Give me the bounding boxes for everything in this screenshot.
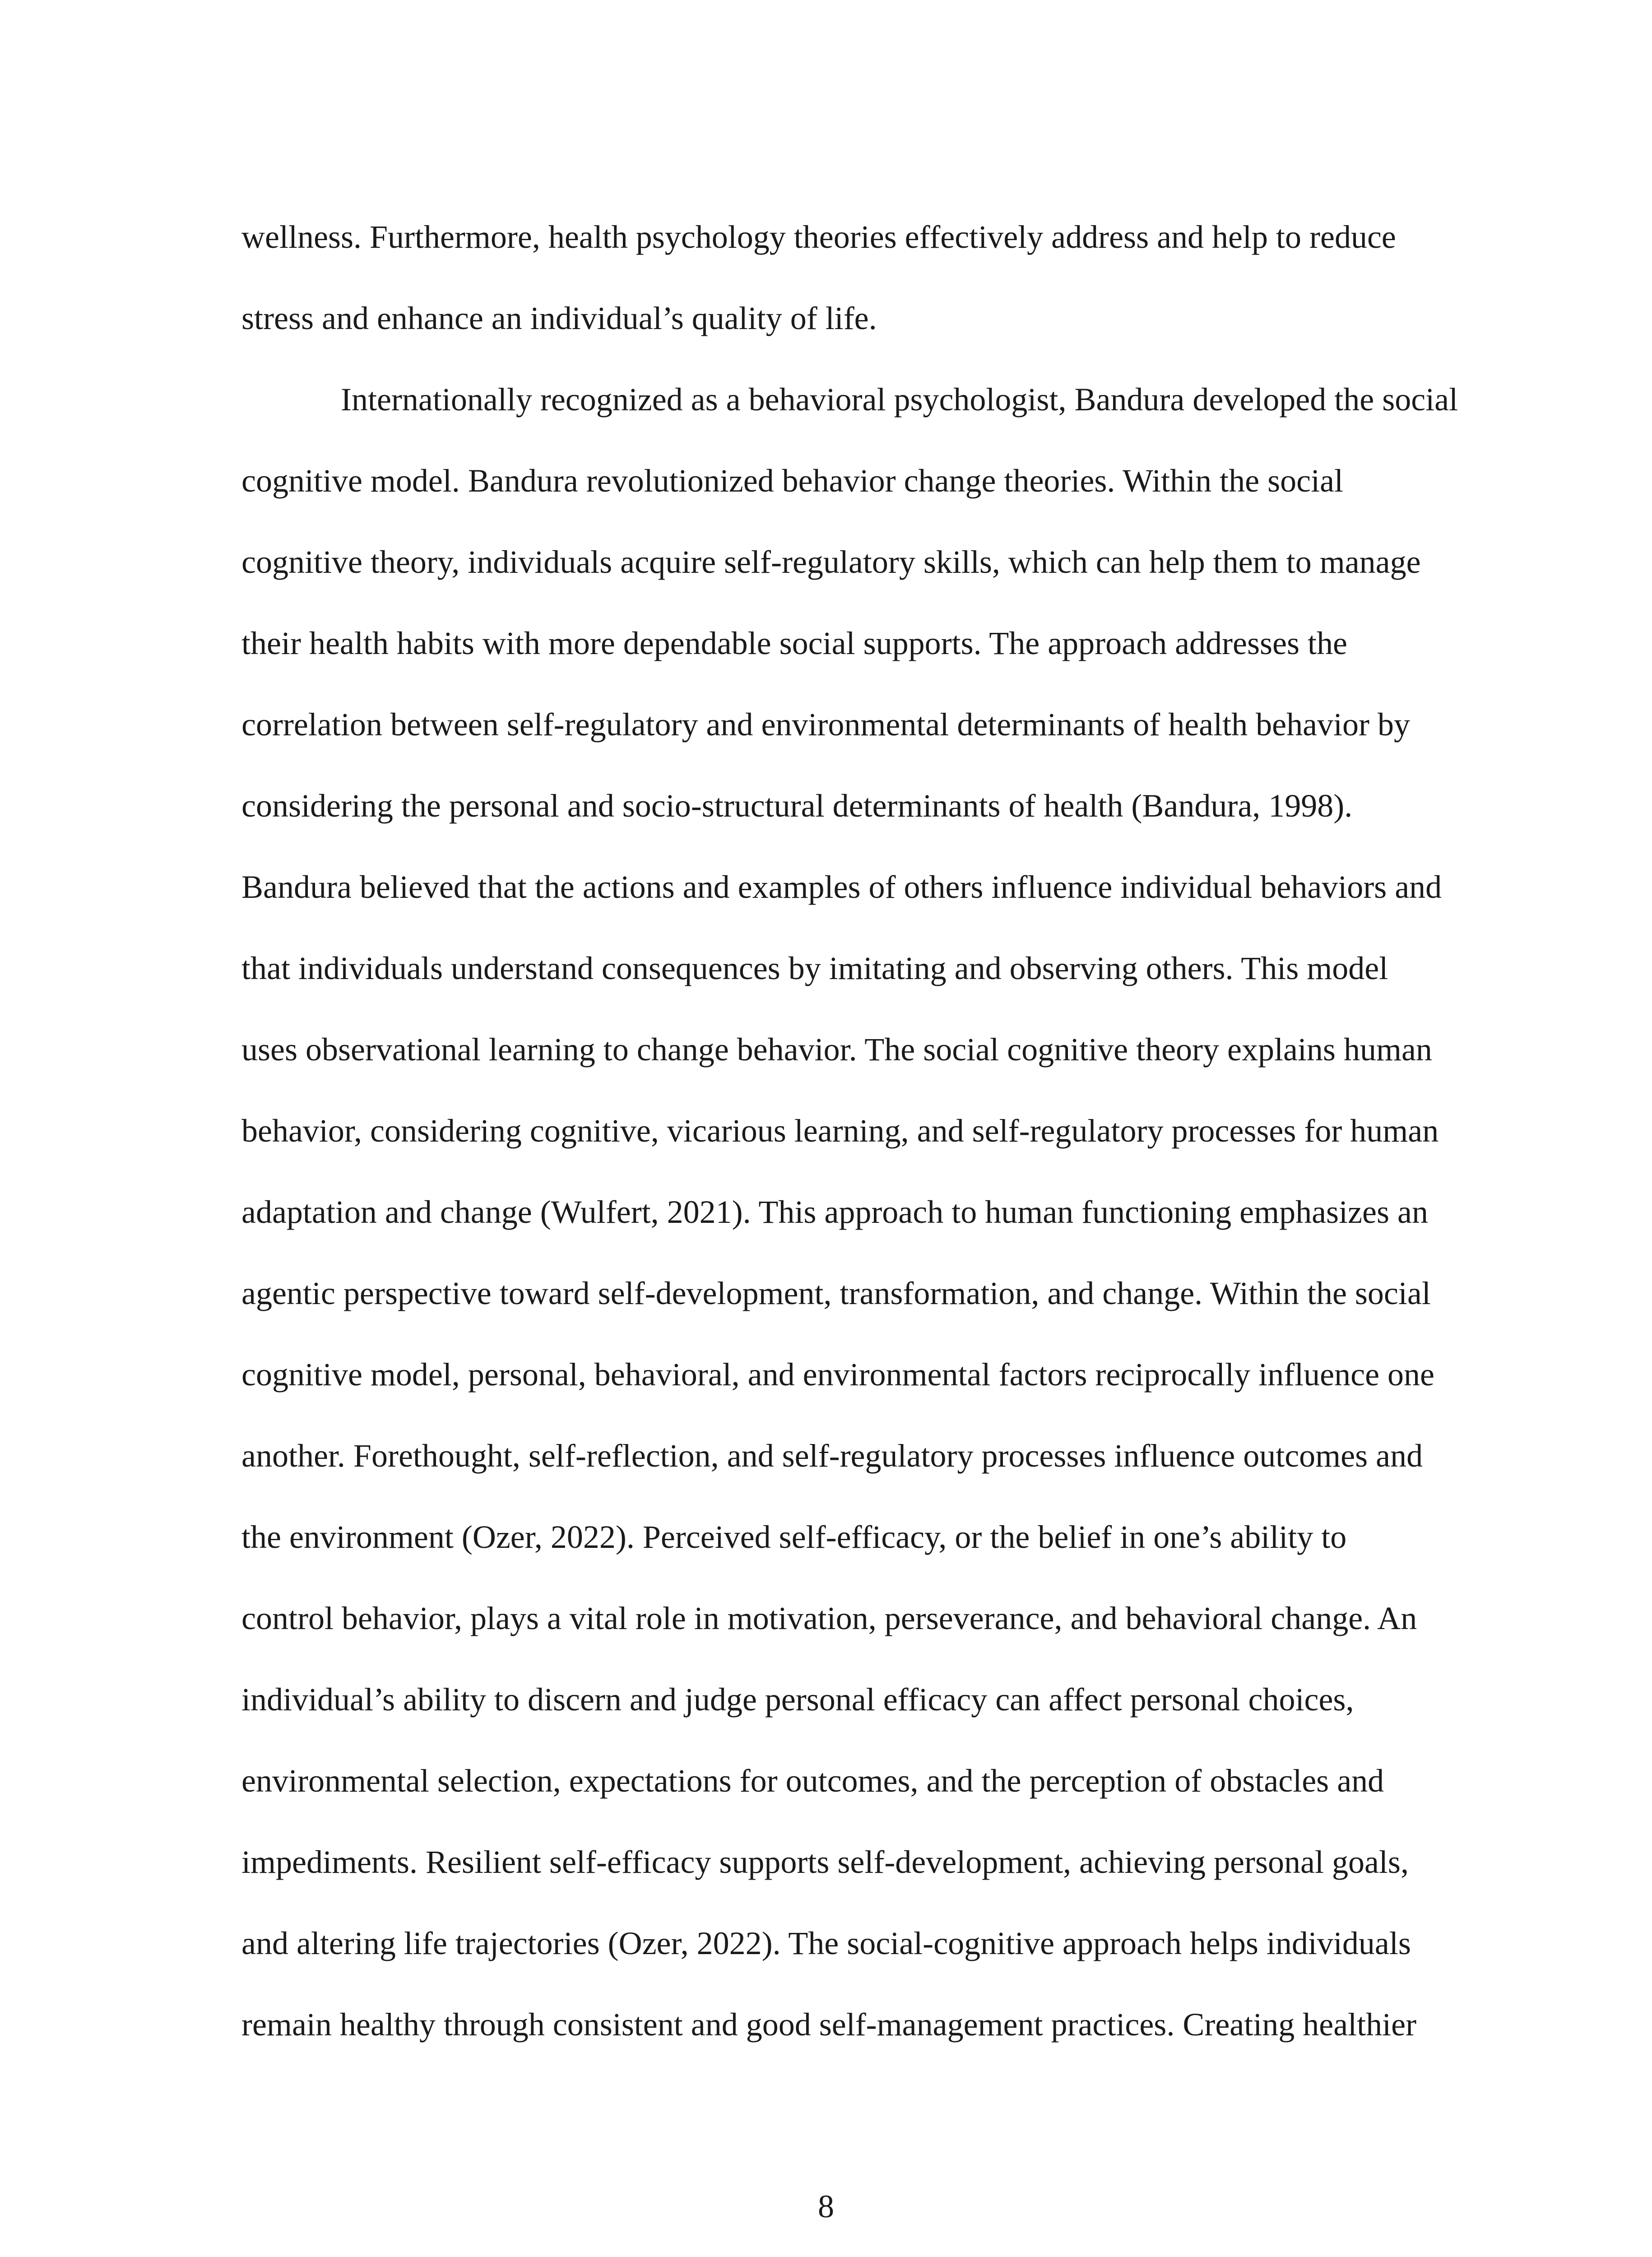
text-line: cognitive theory, individuals acquire self-regulatory skills, which can help them to manage	[241, 544, 1421, 580]
body-text	[241, 205, 1460, 2074]
text-line: individual’s ability to discern and judge personal efficacy can affect personal choices,	[241, 1681, 1354, 1718]
text-line: behavior, considering cognitive, vicarious learning, and self-regulatory processes for human	[241, 1113, 1439, 1149]
text-line: wellness. Furthermore, health psychology theories effectively address and help to reduce	[241, 219, 1396, 255]
paragraph-first-line: Internationally recognized as a behavioral psychologist, Bandura developed the social	[341, 381, 1458, 418]
page-number: 8	[818, 2188, 834, 2224]
text-line: uses observational learning to change behavior. The social cognitive theory explains human	[241, 1031, 1432, 1068]
text-line: and altering life trajectories (Ozer, 2022). The social-cognitive approach helps individuals	[241, 1925, 1411, 1961]
text-line: control behavior, plays a vital role in motivation, perseverance, and behavioral change. An	[241, 1600, 1417, 1636]
text-line: cognitive model. Bandura revolutionized behavior change theories. Within the social	[241, 463, 1344, 499]
text-line: another. Forethought, self-reflection, and self-regulatory processes influence outcomes and	[241, 1438, 1423, 1474]
text-line: their health habits with more dependable social supports. The approach addresses the	[241, 625, 1347, 661]
text-line: correlation between self-regulatory and environmental determinants of health behavior by	[241, 706, 1411, 743]
text-line: impediments. Resilient self-efficacy supports self-development, achieving personal goals,	[241, 1844, 1409, 1880]
text-line: remain healthy through consistent and good self-management practices. Creating healthier	[241, 2006, 1417, 2043]
text-line: stress and enhance an individual’s quality of life.	[241, 300, 877, 336]
text-line: environmental selection, expectations for outcomes, and the perception of obstacles and	[241, 1763, 1384, 1799]
text-line: considering the personal and socio-structural determinants of health (Bandura, 1998).	[241, 788, 1353, 824]
text-line: cognitive model, personal, behavioral, and environmental factors reciprocally influence one	[241, 1356, 1434, 1393]
text-line: adaptation and change (Wulfert, 2021). This approach to human functioning emphasizes an	[241, 1194, 1428, 1230]
text-line: the environment (Ozer, 2022). Perceived self-efficacy, or the belief in one’s ability to	[241, 1519, 1347, 1555]
text-line: that individuals understand consequences by imitating and observing others. This model	[241, 950, 1388, 986]
text-line: Bandura believed that the actions and examples of others influence individual behaviors and	[241, 869, 1442, 905]
text-line: agentic perspective toward self-development, transformation, and change. Within the social	[241, 1275, 1431, 1311]
